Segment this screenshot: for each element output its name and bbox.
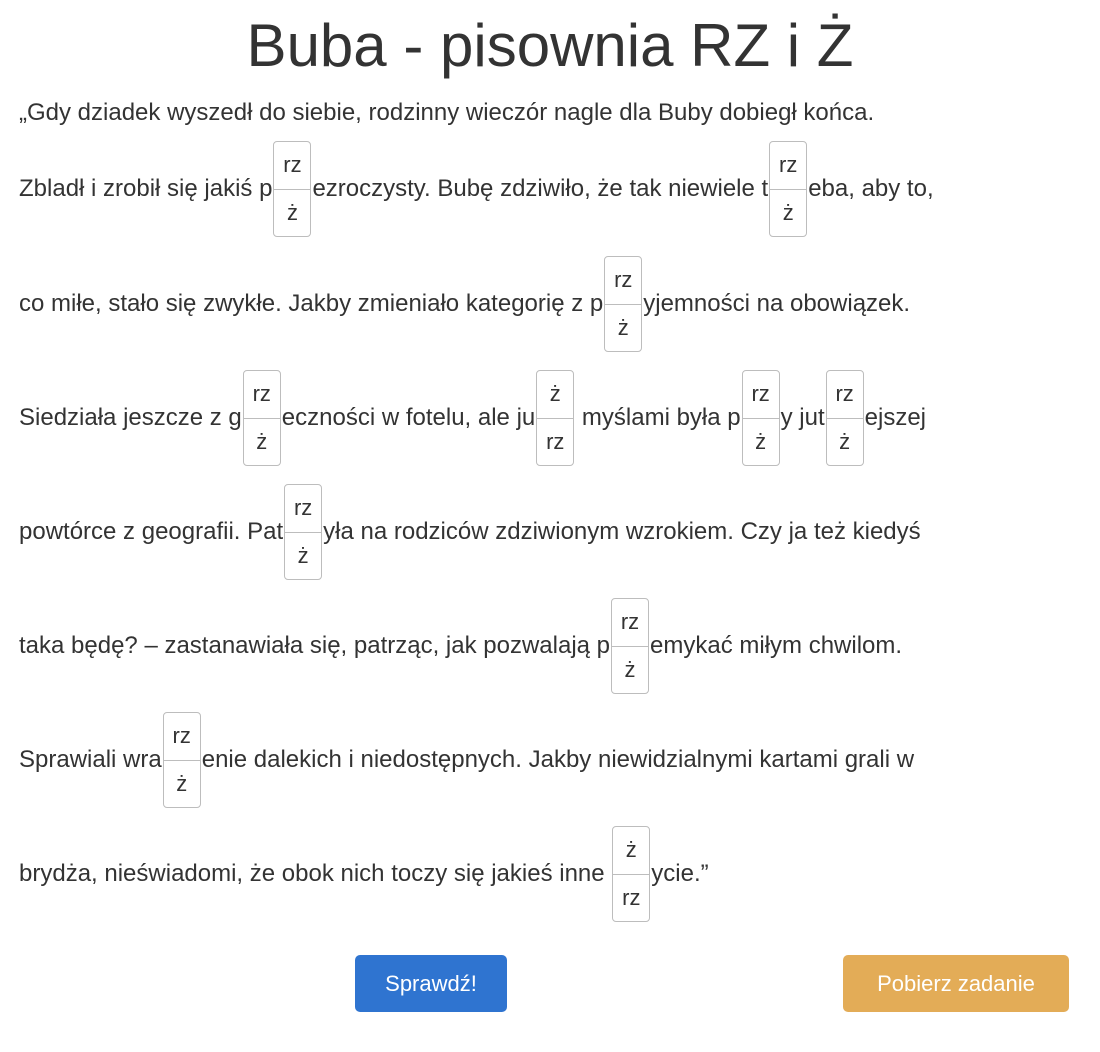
text-fragment: Sprawiali wra	[19, 746, 162, 773]
text-fragment: myślami była p	[575, 404, 741, 431]
choice-option[interactable]: ż	[625, 837, 637, 863]
choice-box[interactable]	[612, 826, 650, 922]
text-line-2	[19, 141, 934, 237]
text-line-7	[19, 712, 914, 808]
text-fragment: „Gdy dziadek wyszedł do siebie, rodzinny wieczór nagle dla Buby dobiegł końca.	[19, 99, 875, 126]
choice-option[interactable]: rz	[835, 381, 854, 407]
text-fragment: y jut	[780, 404, 825, 431]
download-task-button[interactable]: Pobierz zadanie	[843, 955, 1069, 1012]
choice-option[interactable]: ż	[612, 646, 648, 694]
text-line-6	[19, 598, 902, 694]
choice-box[interactable]	[243, 370, 281, 466]
choice-option[interactable]: ż	[274, 189, 310, 237]
page-title: Buba - pisownia RZ i Ż	[246, 12, 854, 79]
choice-option[interactable]: rz	[252, 381, 271, 407]
choice-option[interactable]: rz	[779, 152, 798, 178]
choice-option[interactable]: rz	[751, 381, 770, 407]
text-fragment: yjemności na obowiązek.	[643, 290, 911, 317]
text-line-8	[19, 826, 709, 922]
choice-option[interactable]: ż	[244, 418, 280, 466]
text-fragment: emykać miłym chwilom.	[650, 632, 903, 659]
text-fragment: eczności w fotelu, ale ju	[281, 404, 536, 431]
choice-option[interactable]: rz	[613, 874, 649, 922]
text-fragment: powtórce z geografii. Pat	[19, 518, 284, 545]
choice-option[interactable]: ż	[285, 532, 321, 580]
text-fragment: enie dalekich i niedostępnych. Jakby niewidzialnymi kartami grali w	[201, 746, 915, 773]
text-fragment: eba, aby to,	[808, 175, 934, 202]
choice-box[interactable]	[284, 484, 322, 580]
choice-option[interactable]: ż	[605, 304, 641, 352]
text-line-1	[19, 95, 874, 131]
text-fragment: ezroczysty. Bubę zdziwiło, że tak niewiele t	[312, 175, 769, 202]
choice-option[interactable]: rz	[537, 418, 573, 466]
choice-option[interactable]: ż	[827, 418, 863, 466]
choice-box[interactable]	[273, 141, 311, 237]
text-line-4	[19, 370, 926, 466]
choice-option[interactable]: rz	[283, 152, 302, 178]
choice-box[interactable]	[769, 141, 807, 237]
choice-box[interactable]	[163, 712, 201, 808]
text-fragment: Siedziała jeszcze z g	[19, 404, 242, 431]
text-fragment: yła na rodziców zdziwionym wzrokiem. Czy ja też kiedyś	[323, 518, 921, 545]
text-line-5	[19, 484, 921, 580]
text-fragment: brydża, nieświadomi, że obok nich toczy się jakieś inne	[19, 860, 612, 887]
choice-box[interactable]	[826, 370, 864, 466]
text-fragment: ejszej	[864, 404, 926, 431]
choice-box[interactable]	[742, 370, 780, 466]
text-fragment: taka będę? – zastanawiała się, patrząc, jak pozwalają p	[19, 632, 611, 659]
choice-box[interactable]	[536, 370, 574, 466]
text-fragment: co miłe, stało się zwykłe. Jakby zmieniało kategorię z p	[19, 290, 604, 317]
choice-option[interactable]: rz	[172, 723, 191, 749]
choice-option[interactable]: rz	[293, 495, 313, 521]
choice-option[interactable]: rz	[614, 267, 633, 293]
choice-box[interactable]	[611, 598, 649, 694]
text-fragment: ycie.”	[651, 860, 709, 887]
choice-option[interactable]: ż	[743, 418, 779, 466]
check-button[interactable]: Sprawdź!	[355, 955, 507, 1012]
choice-option[interactable]: ż	[770, 189, 806, 237]
choice-box[interactable]	[604, 256, 642, 352]
text-fragment: Zbladł i zrobił się jakiś p	[19, 175, 273, 202]
choice-option[interactable]: rz	[620, 609, 640, 635]
text-line-3	[19, 256, 910, 352]
choice-option[interactable]: ż	[164, 760, 200, 808]
choice-option[interactable]: ż	[549, 381, 561, 407]
